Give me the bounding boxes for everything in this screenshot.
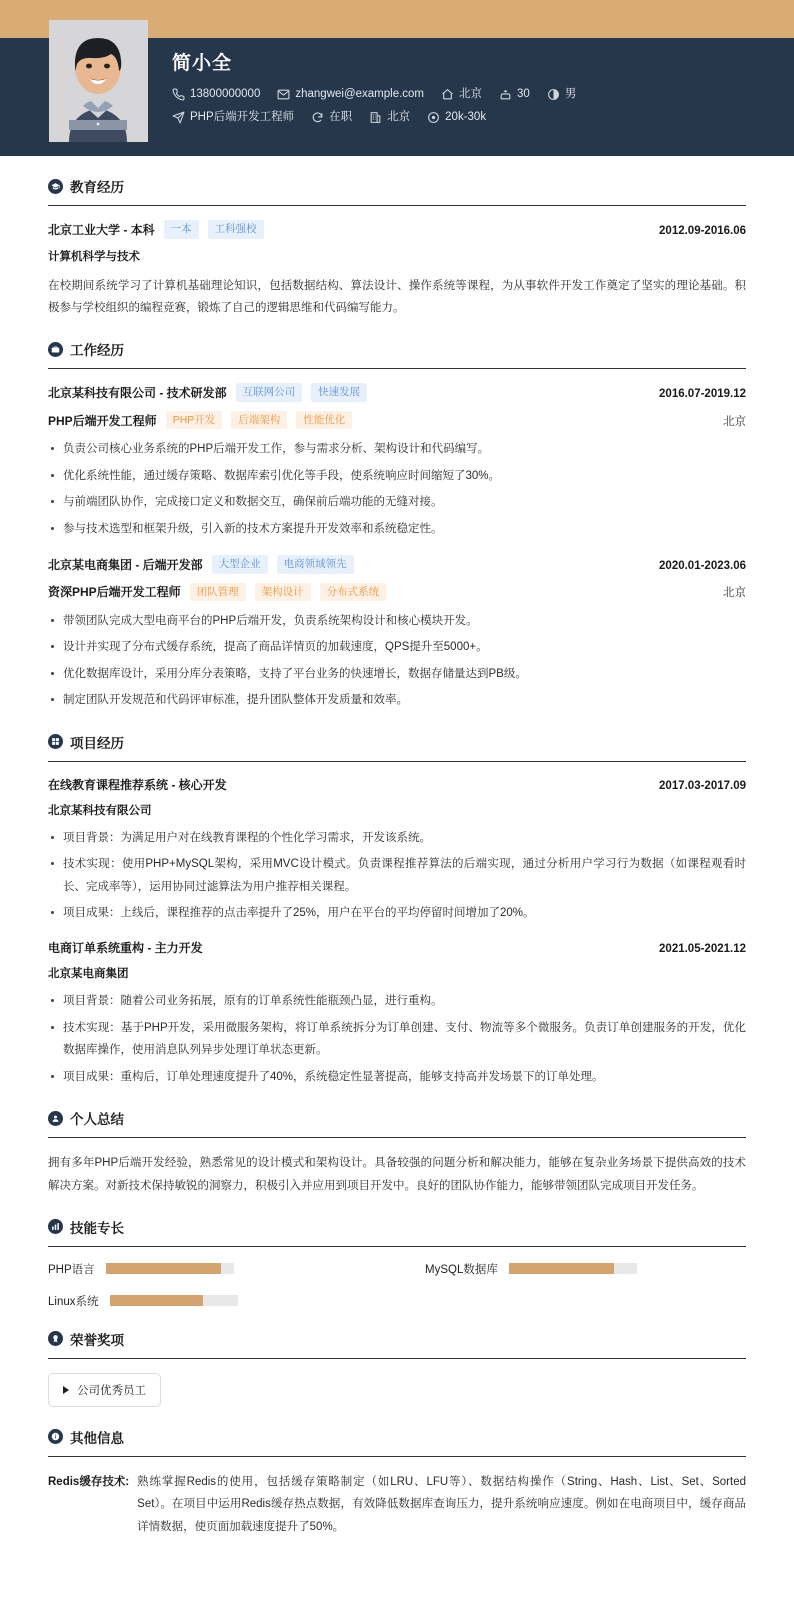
section-summary-title: 个人总结 <box>70 1112 124 1128</box>
project-name: 在线教育课程推荐系统 - 核心开发 <box>48 777 227 792</box>
skill-progress-fill <box>106 1263 221 1274</box>
education-description: 在校期间系统学习了计算机基础理论知识，包括数据结构、算法设计、操作系统等课程，为从事软件开发工作奠定了坚实的理论基础。积极参与学校组织的编程竞赛，锻炼了自己的逻辑思维和代码编写能力。 <box>48 279 746 314</box>
section-skills-header <box>48 1217 746 1246</box>
job-status-text: 在职 <box>329 110 353 123</box>
work-role-row <box>48 411 746 430</box>
education-date: 2012.09-2016.06 <box>659 224 746 237</box>
skill-label: Linux系统 <box>48 1295 99 1308</box>
work-role-row <box>48 583 746 602</box>
list-item: 负责公司核心业务系统的PHP后端开发工作，参与需求分析、架构设计和代码编写。 <box>48 438 746 460</box>
contact-age <box>499 88 530 101</box>
list-item: 项目成果：重构后，订单处理速度提升了40%，系统稳定性显著提高，能够支持高并发场景下的订单处理。 <box>48 1066 746 1088</box>
work-role: PHP后端开发工程师 <box>48 413 157 428</box>
work-org-group <box>48 555 354 574</box>
section-other-info-header <box>48 1427 746 1456</box>
skill-item <box>425 1261 746 1277</box>
contact-line-1 <box>172 88 774 101</box>
work-bullets <box>48 438 746 540</box>
honor-label: 公司优秀员工 <box>77 1384 146 1397</box>
education-school: 北京工业大学 - 本科 <box>48 222 155 237</box>
skill-item <box>48 1261 369 1277</box>
project-company: 北京某科技有限公司 <box>48 804 152 817</box>
contact-phone-text: 13800000000 <box>190 87 261 100</box>
building-icon <box>369 111 382 124</box>
work-role-tag: 分布式系统 <box>320 583 387 602</box>
list-item: 项目成果：上线后，课程推荐的点击率提升了25%，用户在平台的平均停留时间增加了20%。 <box>48 902 746 924</box>
gender-icon <box>547 88 560 101</box>
section-divider <box>48 1246 746 1247</box>
work-role-tag: 团队管理 <box>190 583 246 602</box>
list-item: 参与技术选型和框架升级，引入新的技术方案提升开发效率和系统稳定性。 <box>48 518 746 540</box>
skill-progress-track <box>106 1263 234 1274</box>
work-date: 2016.07-2019.12 <box>659 388 746 401</box>
work-city-text: 北京 <box>387 110 411 123</box>
grid-icon <box>48 734 63 749</box>
work-entry <box>48 555 746 712</box>
work-role-tag: 架构设计 <box>255 583 311 602</box>
other-info-label: Redis缓存技术: <box>48 1475 130 1488</box>
list-item: 优化系统性能，通过缓存策略、数据库索引优化等手段，使系统响应时间缩短了30%。 <box>48 465 746 487</box>
chart-icon <box>48 1219 63 1234</box>
section-other-info <box>48 1427 746 1538</box>
award-icon <box>48 1331 63 1346</box>
section-divider <box>48 761 746 762</box>
list-item: 制定团队开发规范和代码评审标准，提升团队整体开发质量和效率。 <box>48 689 746 711</box>
contact-line-2 <box>172 111 774 124</box>
person-name: 简小全 <box>172 53 233 74</box>
project-entry-top <box>48 776 746 793</box>
work-company-tag: 快速发展 <box>311 383 367 402</box>
section-divider <box>48 1137 746 1138</box>
work-role: 资深PHP后端开发工程师 <box>48 585 181 600</box>
contact-phone <box>172 88 260 101</box>
work-company-tag: 电商领域领先 <box>277 555 354 574</box>
section-honors-title: 荣誉奖项 <box>70 1332 124 1348</box>
honor-item[interactable] <box>48 1373 161 1407</box>
contact-hometown-text: 北京 <box>459 87 483 100</box>
refresh-icon <box>311 111 324 124</box>
honors-list <box>48 1373 746 1407</box>
section-education-title: 教育经历 <box>70 180 124 195</box>
resume-body <box>0 176 794 1564</box>
section-projects <box>48 732 746 1088</box>
list-item: 与前端团队协作，完成接口定义和数据交互，确保前后端功能的无缝对接。 <box>48 491 746 513</box>
project-company: 北京某电商集团 <box>48 968 129 981</box>
list-item: 技术实现：基于PHP开发，采用微服务架构，将订单系统拆分为订单创建、支付、物流等多个微服务。负责订单创建服务的开发，优化数据库操作，使用消息队列异步处理订单状态更新。 <box>48 1017 746 1062</box>
section-work-title: 工作经历 <box>70 343 124 359</box>
mail-icon <box>277 88 290 101</box>
list-item: 带领团队完成大型电商平台的PHP后端开发，负责系统架构设计和核心模块开发。 <box>48 610 746 632</box>
section-skills <box>48 1217 746 1309</box>
work-company-tag: 互联网公司 <box>236 383 303 402</box>
work-entry-top <box>48 555 746 574</box>
section-education <box>48 176 746 319</box>
work-role-group <box>48 583 386 602</box>
skills-grid <box>48 1261 746 1309</box>
work-org-group <box>48 383 367 402</box>
work-role-group <box>48 411 352 430</box>
work-company: 北京某电商集团 - 后端开发部 <box>48 557 203 572</box>
section-divider <box>48 368 746 369</box>
work-location: 北京 <box>723 415 746 428</box>
list-item: 项目背景：随着公司业务拓展，原有的订单系统性能瓶颈凸显，进行重构。 <box>48 990 746 1012</box>
section-divider <box>48 205 746 206</box>
skill-progress-track <box>509 1263 637 1274</box>
resume-header <box>0 0 794 156</box>
section-summary <box>48 1108 746 1197</box>
education-entry-top <box>48 220 746 239</box>
section-work-header <box>48 339 746 368</box>
summary-text: 拥有多年PHP后端开发经验，熟悉常见的设计模式和架构设计。具备较强的问题分析和解决能力，能够在复杂业务场景下提供高效的技术解决方案。对新技术保持敏锐的洞察力，积极引入并应用到项目开发中。良好的团队协作能力，能够带领团队完成项目开发任务。 <box>48 1157 746 1192</box>
job-status <box>311 111 352 124</box>
section-summary-header <box>48 1108 746 1137</box>
work-entry-top <box>48 383 746 402</box>
skill-progress-fill <box>509 1263 614 1274</box>
avatar <box>49 20 148 142</box>
contact-hometown <box>441 88 482 101</box>
salary-expectation <box>427 111 486 124</box>
project-entry-top <box>48 939 746 956</box>
graduation-icon <box>48 179 63 194</box>
project-bullets <box>48 827 746 925</box>
job-title-text: PHP后端开发工程师 <box>190 110 295 123</box>
user-icon <box>48 1111 63 1126</box>
section-honors <box>48 1329 746 1407</box>
section-skills-title: 技能专长 <box>70 1220 124 1236</box>
other-info-text: 熟练掌握Redis的使用，包括缓存策略制定（如LRU、LFU等）、数据结构操作（String、Hash、List、Set、Sorted Set）。在项目中运用Redis缓存热点数据，有效降低数据库查询压力，提升系统响应速度。例如在电商项目中，缓存商品详情数据，使页面加载速度提升了50%。 <box>137 1475 746 1533</box>
section-projects-title: 项目经历 <box>70 735 124 751</box>
skill-item <box>48 1293 369 1309</box>
cake-icon <box>499 88 512 101</box>
education-entry <box>48 220 746 319</box>
skill-progress-track <box>110 1295 238 1306</box>
section-honors-header <box>48 1329 746 1358</box>
work-city <box>369 111 410 124</box>
work-entry <box>48 383 746 540</box>
work-role-tag: 后端架构 <box>231 411 287 430</box>
info-icon <box>48 1429 63 1444</box>
project-date: 2021.05-2021.12 <box>659 943 746 956</box>
send-icon <box>172 111 185 124</box>
project-entry <box>48 776 746 925</box>
salary-text: 20k-30k <box>445 110 487 123</box>
work-company-tag: 大型企业 <box>212 555 268 574</box>
work-bullets <box>48 610 746 712</box>
contact-gender-text: 男 <box>564 87 577 100</box>
contact-email <box>277 88 424 101</box>
home-icon <box>441 88 454 101</box>
list-item: 优化数据库设计，采用分库分表策略，支持了平台业务的快速增长，数据存储量达到PB级。 <box>48 663 746 685</box>
phone-icon <box>172 88 185 101</box>
list-item: 技术实现：使用PHP+MySQL架构，采用MVC设计模式。负责课程推荐算法的后端实现，通过分析用户学习行为数据（如课程观看时长、完成率等），运用协同过滤算法为用户推荐相关课程。 <box>48 853 746 898</box>
section-divider <box>48 1456 746 1457</box>
play-triangle-icon <box>63 1386 69 1394</box>
education-major: 计算机科学与技术 <box>48 250 140 263</box>
briefcase-icon <box>48 342 63 357</box>
project-date: 2017.03-2017.09 <box>659 779 746 792</box>
project-entry <box>48 939 746 1088</box>
education-org-group <box>48 220 264 239</box>
section-work <box>48 339 746 711</box>
contact-gender <box>547 88 577 101</box>
work-location: 北京 <box>723 587 746 600</box>
work-date: 2020.01-2023.06 <box>659 559 746 572</box>
section-education-header <box>48 176 746 205</box>
skill-progress-fill <box>110 1295 203 1306</box>
skill-label: PHP语言 <box>48 1263 95 1276</box>
section-projects-header <box>48 732 746 761</box>
project-bullets <box>48 990 746 1088</box>
work-role-tag: 性能优化 <box>296 411 352 430</box>
work-company: 北京某科技有限公司 - 技术研发部 <box>48 386 227 401</box>
skill-label: MySQL数据库 <box>425 1263 498 1276</box>
project-name: 电商订单系统重构 - 主力开发 <box>48 941 203 956</box>
other-info-item <box>48 1471 746 1538</box>
work-role-tag: PHP开发 <box>166 411 223 430</box>
target-icon <box>427 111 440 124</box>
education-tag: 工科强校 <box>208 220 264 239</box>
list-item: 项目背景：为满足用户对在线教育课程的个性化学习需求，开发该系统。 <box>48 827 746 849</box>
contact-email-text: zhangwei@example.com <box>295 87 425 100</box>
section-other-info-title: 其他信息 <box>70 1430 124 1446</box>
contact-age-text: 30 <box>517 87 530 100</box>
job-title <box>172 111 294 124</box>
header-info <box>172 48 774 134</box>
section-divider <box>48 1358 746 1359</box>
education-tag: 一本 <box>164 220 199 239</box>
list-item: 设计并实现了分布式缓存系统，提高了商品详情页的加载速度，QPS提升至5000+。 <box>48 636 746 658</box>
